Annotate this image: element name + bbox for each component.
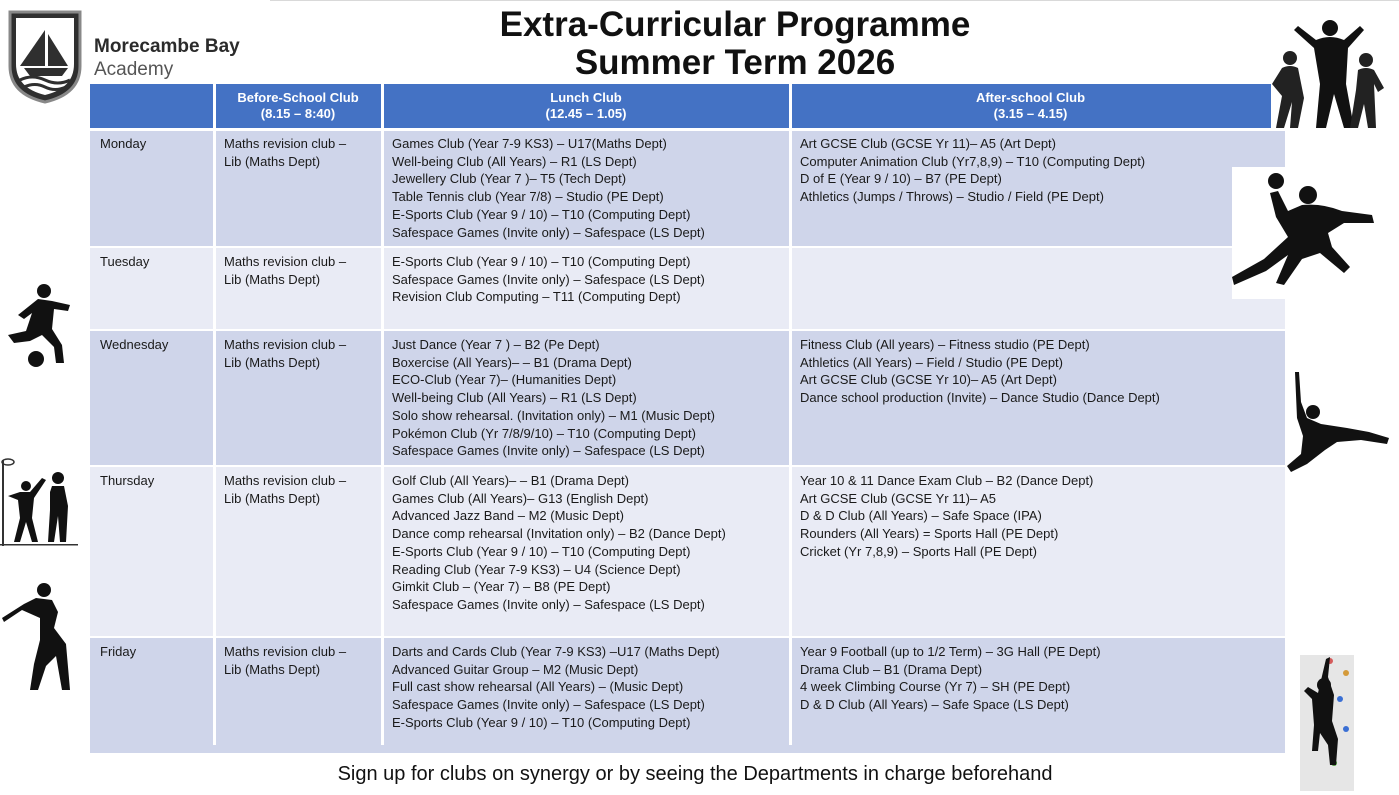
- column-divider: [381, 84, 384, 745]
- footer-note: Sign up for clubs on synergy or by seeing the Departments in charge beforehand: [337, 763, 1053, 785]
- club-line: Advanced Jazz Band – M2 (Music Dept): [392, 508, 624, 524]
- club-line: Art GCSE Club (GCSE Yr 11)– A5 (Art Dept): [800, 136, 1056, 151]
- club-line: D & D Club (All Years) – Safe Space (IPA): [800, 508, 1042, 524]
- club-line: Lib (Maths Dept): [224, 271, 321, 287]
- netball-players-silhouette: [0, 456, 80, 548]
- netball-players-silhouette-icon: [0, 456, 80, 548]
- club-line: Athletics (All Years) – Field / Studio (PE Dept): [800, 354, 1064, 370]
- footballer-silhouette-icon: [2, 283, 74, 369]
- club-line: Safespace Games (Invite only) – Safespace (LS Dept): [392, 697, 705, 713]
- column-divider: [213, 84, 216, 745]
- club-line: Well-being Club (All Years) – R1 (LS Dept): [392, 153, 637, 169]
- club-line: Boxercise (All Years)– – B1 (Drama Dept): [392, 354, 632, 370]
- club-line: Dance school production (Invite) – Dance Studio (Dance Dept): [800, 390, 1160, 406]
- cell-day: [90, 130, 214, 246]
- club-line: Maths revision club –: [224, 136, 347, 151]
- club-line: E-Sports Club (Year 9 / 10) – T10 (Computing Dept): [392, 206, 691, 222]
- cell-after: [790, 638, 1285, 753]
- day-label: Wednesday: [100, 337, 169, 352]
- golfer-silhouette: [0, 582, 76, 694]
- club-line: Reading Club (Year 7-9 KS3) – U4 (Science Dept): [392, 561, 681, 577]
- dancer-leap-silhouette-icon: [1285, 372, 1393, 476]
- club-line: Drama Club – B1 (Drama Dept): [800, 661, 983, 677]
- club-line: Games Club (Year 7-9 KS3) – U17(Maths Dept): [392, 136, 667, 151]
- club-line: Lib (Maths Dept): [224, 661, 321, 677]
- cell-lunch: [382, 467, 790, 636]
- cell-before: [214, 130, 382, 246]
- club-line: Dance comp rehearsal (Invitation only) – B2 (Dance Dept): [392, 526, 726, 542]
- day-label: Thursday: [100, 473, 155, 488]
- club-line: Maths revision club –: [224, 473, 347, 488]
- club-line: 4 week Climbing Course (Yr 7) – SH (PE Dept): [800, 679, 1071, 695]
- club-line: Safespace Games (Invite only) – Safespace (LS Dept): [392, 596, 705, 612]
- club-line: Safespace Games (Invite only) – Safespace (LS Dept): [392, 443, 705, 459]
- header-after-time: (3.15 – 4.15): [993, 106, 1068, 121]
- handball-player-silhouette: [1232, 167, 1386, 299]
- footballer-silhouette: [2, 283, 74, 369]
- club-line: Rounders (All Years) = Sports Hall (PE Dept): [800, 526, 1059, 542]
- club-line: D & D Club (All Years) – Safe Space (LS Dept): [800, 697, 1069, 713]
- school-name: Morecambe Bay: [94, 36, 240, 57]
- cell-before: [214, 638, 382, 753]
- club-line: ECO-Club (Year 7)– (Humanities Dept): [392, 372, 617, 388]
- club-line: Golf Club (All Years)– – B1 (Drama Dept): [392, 473, 629, 488]
- club-line: Fitness Club (All years) – Fitness studio (PE Dept): [800, 337, 1090, 352]
- cell-day: [90, 467, 214, 636]
- cell-lunch: [382, 638, 790, 753]
- club-line: Darts and Cards Club (Year 7-9 KS3) –U17 (Maths Dept): [392, 644, 720, 659]
- title-line-1: Extra-Curricular Programme: [499, 5, 971, 44]
- header-before-time: (8.15 – 8:40): [260, 106, 336, 121]
- cell-after: [790, 467, 1285, 636]
- club-line: Gimkit Club – (Year 7) – B8 (PE Dept): [392, 579, 611, 595]
- club-line: Well-being Club (All Years) – R1 (LS Dept): [392, 390, 637, 406]
- day-label: Tuesday: [100, 254, 150, 269]
- club-line: E-Sports Club (Year 9 / 10) – T10 (Computing Dept): [392, 543, 691, 559]
- day-label: Monday: [100, 136, 147, 151]
- title-line-2: Summer Term 2026: [574, 43, 896, 82]
- club-line: Pokémon Club (Yr 7/8/9/10) – T10 (Computing Dept): [392, 425, 696, 441]
- golfer-silhouette-icon: [0, 582, 76, 694]
- cell-lunch: [382, 130, 790, 246]
- club-line: Maths revision club –: [224, 254, 347, 269]
- cell-day: [90, 331, 214, 465]
- club-line: Jewellery Club (Year 7 )– T5 (Tech Dept): [392, 171, 627, 187]
- cell-before: [214, 331, 382, 465]
- cell-before: [214, 467, 382, 636]
- club-line: Revision Club Computing – T11 (Computing Dept): [392, 289, 681, 305]
- club-line: Maths revision club –: [224, 644, 347, 659]
- club-line: Table Tennis club (Year 7/8) – Studio (PE Dept): [392, 189, 664, 205]
- header-day: [90, 84, 214, 128]
- school-name-sub: Academy: [94, 59, 174, 80]
- club-line: Full cast show rehearsal (All Years) – (Music Dept): [392, 679, 684, 695]
- climber-silhouette-icon: [1300, 655, 1354, 791]
- club-line: E-Sports Club (Year 9 / 10) – T10 (Computing Dept): [392, 254, 691, 269]
- club-line: Games Club (All Years)– G13 (English Dept): [392, 490, 649, 506]
- header-lunch-label: Lunch Club: [550, 90, 622, 105]
- day-label: Friday: [100, 644, 137, 659]
- header-lunch: [382, 84, 790, 128]
- header-lunch-time: (12.45 – 1.05): [545, 106, 627, 121]
- club-line: Computer Animation Club (Yr7,8,9) – T10 (Computing Dept): [800, 153, 1146, 169]
- dancers-silhouette: [1268, 18, 1388, 132]
- cell-before: [214, 248, 382, 329]
- page-title: [400, 6, 1070, 82]
- cell-after: [790, 130, 1285, 246]
- cell-after: [790, 248, 1285, 329]
- club-line: Art GCSE Club (GCSE Yr 11)– A5: [800, 490, 997, 506]
- club-line: Maths revision club –: [224, 337, 347, 352]
- club-line: Lib (Maths Dept): [224, 490, 321, 506]
- club-line: Year 10 & 11 Dance Exam Club – B2 (Dance Dept): [800, 473, 1094, 488]
- club-line: D of E (Year 9 / 10) – B7 (PE Dept): [800, 171, 1002, 187]
- cell-lunch: [382, 331, 790, 465]
- club-line: Athletics (Jumps / Throws) – Studio / Field (PE Dept): [800, 189, 1104, 205]
- cell-day: [90, 638, 214, 753]
- header-before-label: Before-School Club: [237, 90, 359, 105]
- club-line: Solo show rehearsal. (Invitation only) – M1 (Music Dept): [392, 407, 715, 423]
- club-line: Advanced Guitar Group – M2 (Music Dept): [392, 661, 639, 677]
- club-line: E-Sports Club (Year 9 / 10) – T10 (Computing Dept): [392, 714, 691, 730]
- club-line: Year 9 Football (up to 1/2 Term) – 3G Hall (PE Dept): [800, 644, 1101, 659]
- club-line: Safespace Games (Invite only) – Safespace (LS Dept): [392, 271, 705, 287]
- header-after-label: After-school Club: [975, 90, 1086, 105]
- dancers-silhouette-icon: [1268, 18, 1388, 132]
- school-logo-icon: [6, 8, 86, 104]
- club-line: Just Dance (Year 7 ) – B2 (Pe Dept): [392, 337, 600, 352]
- club-line: Lib (Maths Dept): [224, 153, 321, 169]
- cell-after: [790, 331, 1285, 465]
- climber-silhouette: [1300, 655, 1354, 791]
- club-line: Cricket (Yr 7,8,9) – Sports Hall (PE Dept): [800, 543, 1037, 559]
- row-divider: [90, 128, 1285, 131]
- top-rule: [270, 0, 1399, 1]
- club-line: Art GCSE Club (GCSE Yr 10)– A5 (Art Dept): [800, 372, 1057, 388]
- dancer-leap-silhouette: [1285, 372, 1393, 476]
- timetable: [90, 84, 1285, 745]
- handball-player-silhouette-icon: [1232, 167, 1386, 299]
- club-line: Lib (Maths Dept): [224, 354, 321, 370]
- header-after: [790, 84, 1271, 128]
- club-line: Safespace Games (Invite only) – Safespace (LS Dept): [392, 224, 705, 240]
- cell-lunch: [382, 248, 790, 329]
- header-before: [214, 84, 382, 128]
- cell-day: [90, 248, 214, 329]
- column-divider: [789, 84, 792, 745]
